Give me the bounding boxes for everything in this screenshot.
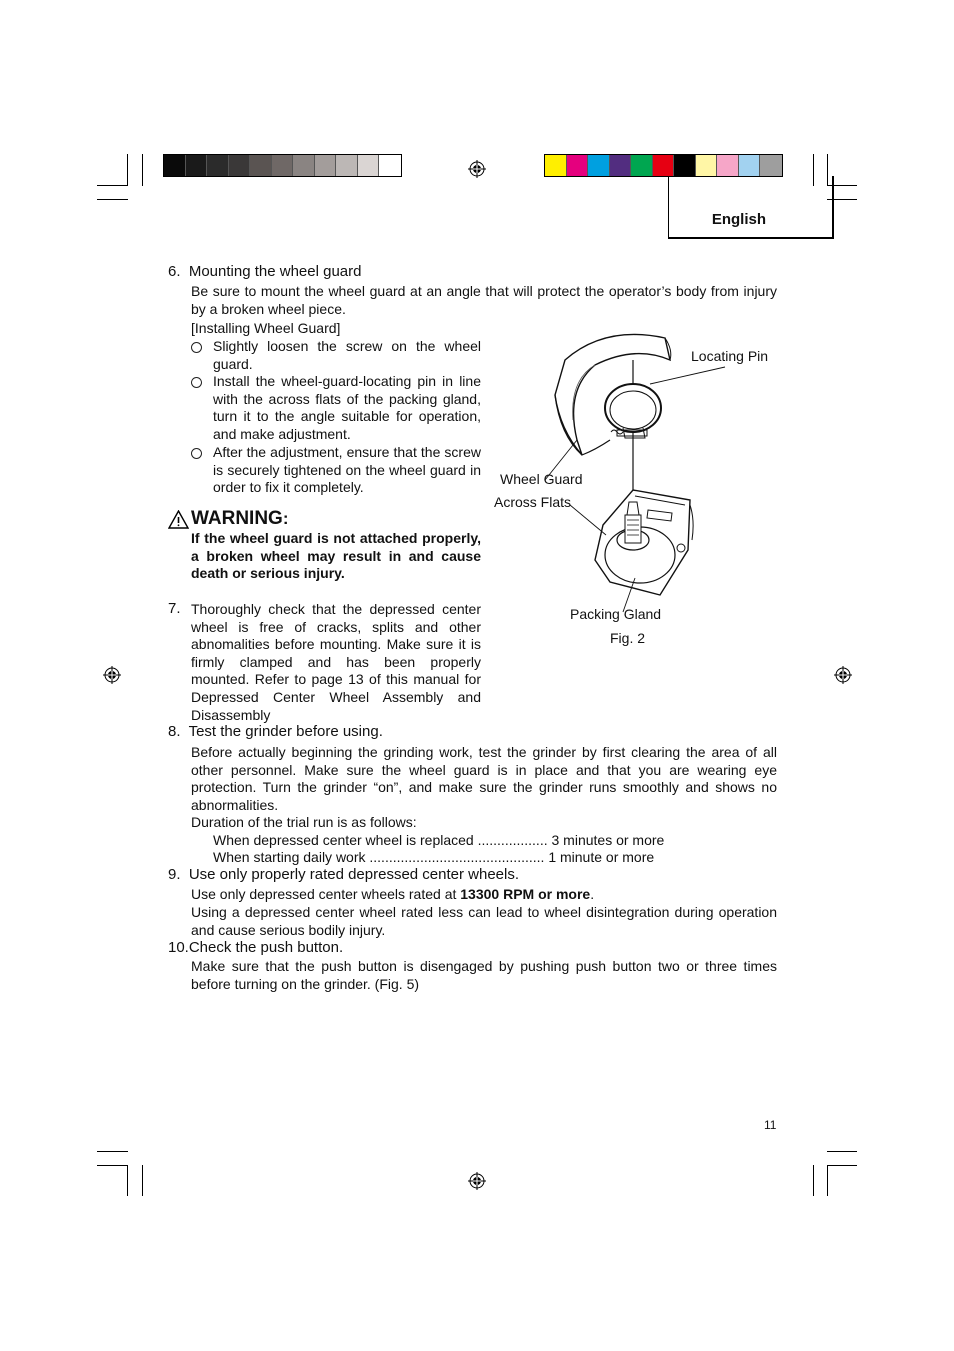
warning-colon: : (282, 509, 289, 528)
section-8-heading: 8. Test the grinder before using. (168, 723, 383, 740)
color-swatch (567, 155, 589, 176)
rpm-rating: 13300 RPM or more (460, 886, 591, 902)
registration-mark-icon (103, 666, 121, 684)
list-item-text: Install the wheel-guard-locating pin in line with the across flats of the packing gland, turn it to the angle suitable for operation, and make adjustment. (213, 373, 481, 442)
color-swatch (272, 155, 294, 176)
section-8-duration-intro: Duration of the trial run is as follows: (191, 814, 417, 830)
color-swatch (674, 155, 696, 176)
page-number: 11 (764, 1118, 777, 1132)
language-tab (668, 176, 834, 239)
color-swatch (358, 155, 380, 176)
color-swatch (610, 155, 632, 176)
label-packing-gland: Packing Gland (570, 606, 662, 622)
section-6-heading: 6. Mounting the wheel guard (168, 263, 362, 280)
language-label: English (711, 211, 766, 228)
figure-caption: Fig. 2 (610, 630, 646, 646)
rating-prefix: Use only depressed center wheels rated at (191, 886, 461, 902)
color-swatch (545, 155, 567, 176)
section-7-number: 7. (168, 600, 181, 617)
color-swatch (696, 155, 718, 176)
registration-mark-icon (468, 1172, 486, 1190)
warning-body: If the wheel guard is not attached properly, a broken wheel may result in and cause death or serious injury (191, 530, 481, 582)
warning-title: WARNING (191, 508, 283, 529)
color-swatch (739, 155, 761, 176)
color-swatch (588, 155, 610, 176)
label-locating-pin: Locating Pin (691, 348, 769, 364)
color-swatch (631, 155, 653, 176)
list-item (191, 444, 481, 497)
warning-triangle-icon (168, 510, 189, 529)
list-item (191, 338, 481, 373)
color-swatch (164, 155, 186, 176)
section-7-text: Thoroughly check that the depressed center wheel is free of cracks, splits and other abnomalities before mounting. Make sure it is firmly clamped and has been properly mounted. Refer to page 13 of this manual for Depressed Center Wheel Assembly and Disassembly (191, 601, 481, 723)
section-9-line1 (191, 886, 594, 904)
section-10-body: Make sure that the push button is disengaged by pushing push button two or three times before turning on the grinder. (Fig. 5) (191, 958, 777, 992)
list-item-text: Slightly loosen the screw on the wheel guard. (213, 338, 481, 372)
section-10-heading: 10.Check the push button. (168, 939, 344, 956)
warning-heading (168, 508, 289, 530)
color-swatch (653, 155, 675, 176)
color-swatch (186, 155, 208, 176)
registration-mark-icon (834, 666, 852, 684)
circle-bullet-icon (191, 377, 202, 388)
color-swatch (336, 155, 358, 176)
section-8-body: Before actually beginning the grinding work, test the grinder by first clearing the area of all other personnel. Make sure the wheel guard is in place and that you are wearing eye protection. Turn the grinder “on”, and make sure the grinder runs smoothly and shows no abnormalities. (191, 744, 777, 813)
duration-row: When depressed center wheel is replaced .................. 3 minutes or more (213, 832, 665, 848)
color-swatch (717, 155, 739, 176)
color-swatch (315, 155, 337, 176)
list-item-text: After the adjustment, ensure that the screw is securely tightened on the wheel guard in order to fix it completely. (213, 444, 481, 496)
rating-suffix: . (590, 886, 595, 902)
color-swatch (760, 155, 782, 176)
section-6-intro: Be sure to mount the wheel guard at an angle that will protect the operator’s body from injury by a broken wheel piece. (191, 283, 777, 317)
label-wheel-guard: Wheel Guard (500, 471, 583, 487)
section-9-line2: Using a depressed center wheel rated less can lead to wheel disintegration during operation and cause serious bodily injury. (191, 904, 777, 938)
process-color-bar (544, 154, 783, 177)
color-swatch (229, 155, 251, 176)
grayscale-color-bar (163, 154, 402, 177)
circle-bullet-icon (191, 342, 202, 353)
color-swatch (379, 155, 401, 176)
section-6-subhead: [Installing Wheel Guard] (191, 320, 341, 336)
circle-bullet-icon (191, 448, 202, 459)
warning-text: If the wheel guard is not attached properly, a broken wheel may result in and cause death or serious injury. (191, 530, 481, 582)
duration-row: When starting daily work ............................................. 1 minute or more (213, 849, 655, 865)
section-9-heading: 9. Use only properly rated depressed center wheels. (168, 866, 520, 883)
color-swatch (207, 155, 229, 176)
color-swatch (250, 155, 272, 176)
color-swatch (293, 155, 315, 176)
label-across-flats: Across Flats (494, 494, 572, 510)
list-item (191, 373, 481, 443)
registration-mark-icon (468, 160, 486, 178)
